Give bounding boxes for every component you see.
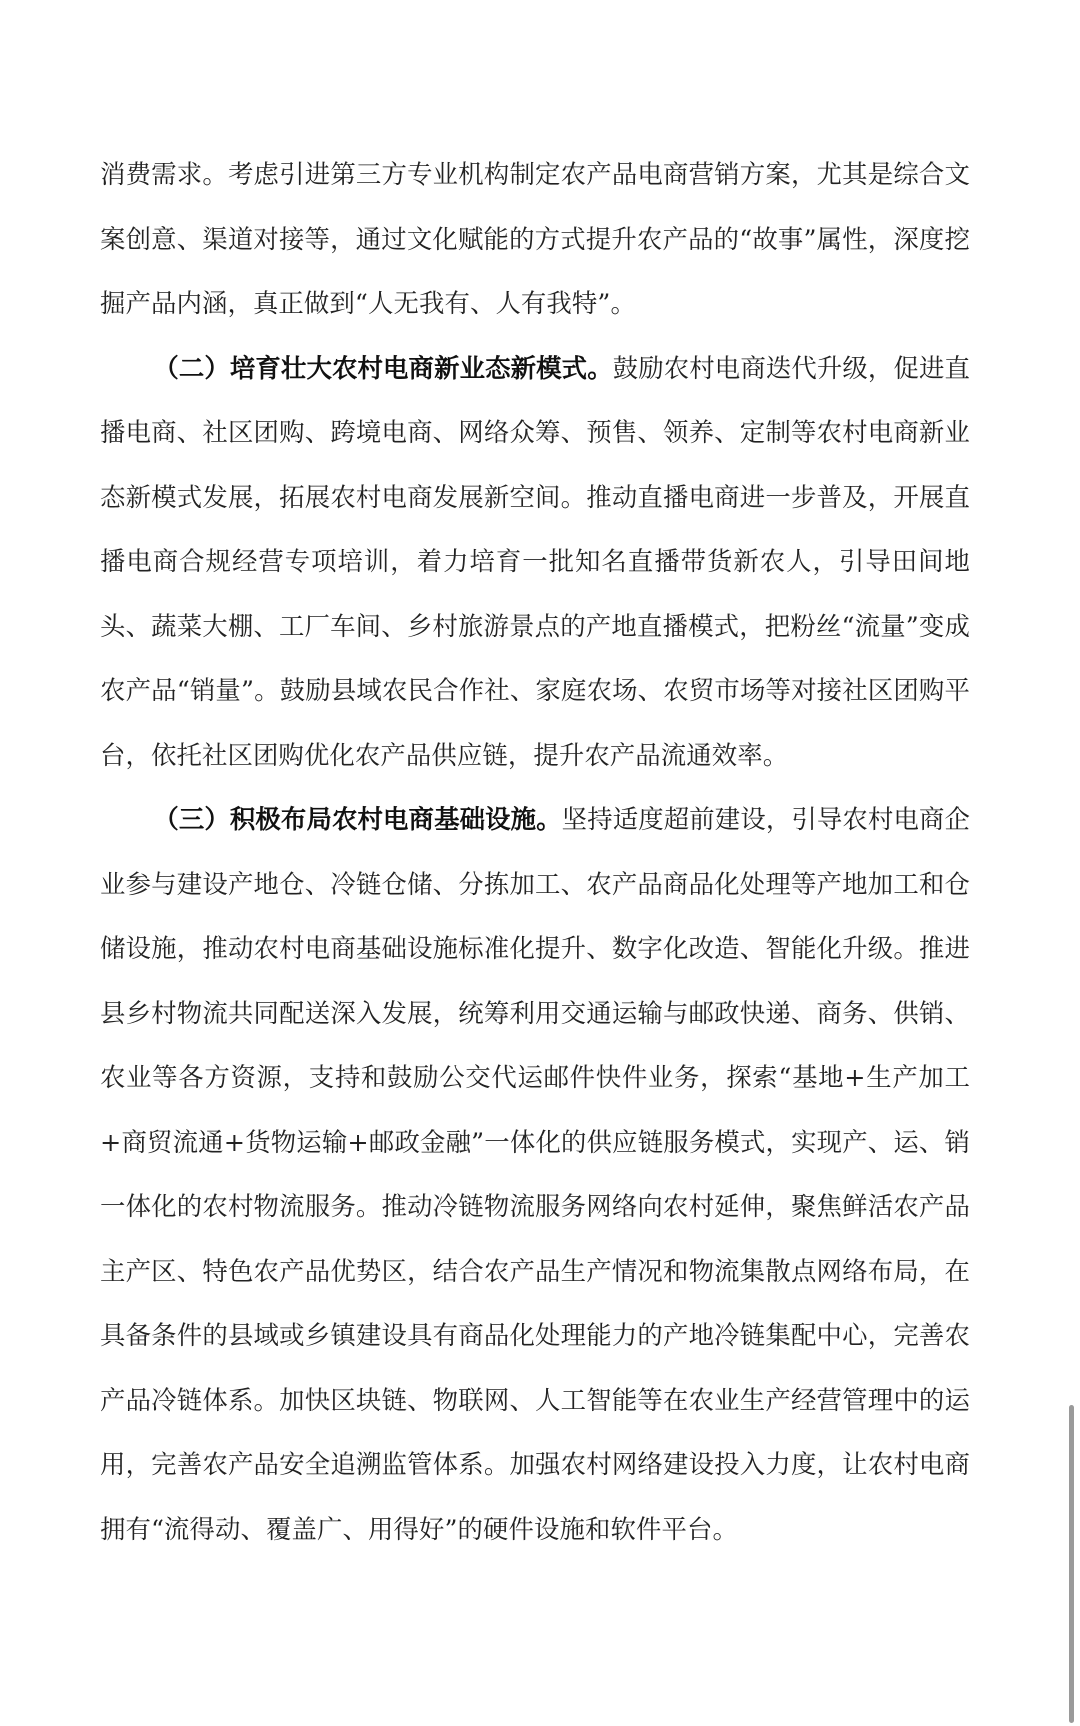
paragraph-text: 消费需求。考虑引进第三方专业机构制定农产品电商营销方案，尤其是综合文案创意、渠道对接等，通过文化赋能的方式提升农产品的“故事”属性，深度挖掘产品内涵，真正做到“人无我有、人有我特”。 [100, 159, 970, 318]
paragraph-continued [100, 142, 970, 336]
paragraph-section-2 [100, 336, 970, 788]
paragraph-text: 坚持适度超前建设，引导农村电商企业参与建设产地仓、冷链仓储、分拣加工、农产品商品化处理等产地加工和仓储设施，推动农村电商基础设施标准化提升、数字化改造、智能化升级。推进县乡村物流共同配送深入发展，统筹利用交通运输与邮政快递、商务、供销、农业等各方资源，支持和鼓励公交代运邮件快件业务，探索“基地+生产加工+商贸流通+货物运输+邮政金融”一体化的供应链服务模式，实现产、运、销一体化的农村物流服务。推动冷链物流服务网络向农村延伸，聚焦鲜活农产品主产区、特色农产品优势区，结合农产品生产情况和物流集散点网络布局，在具备条件的县域或乡镇建设具有商品化处理能力的产地冷链集配中心，完善农产品冷链体系。加快区块链、物联网、人工智能等在农业生产经营管理中的运用，完善农产品安全追溯监管体系。加强农村网络建设投入力度，让农村电商拥有“流得动、覆盖广、用得好”的硬件设施和软件平台。 [100, 804, 970, 1544]
paragraph-text: 鼓励农村电商迭代升级，促进直播电商、社区团购、跨境电商、网络众筹、预售、领养、定制等农村电商新业态新模式发展，拓展农村电商发展新空间。推动直播电商进一步普及，开展直播电商合规经营专项培训，着力培育一批知名直播带货新农人，引导田间地头、蔬菜大棚、工厂车间、乡村旅游景点的产地直播模式，把粉丝“流量”变成农产品“销量”。鼓励县域农民合作社、家庭农场、农贸市场等对接社区团购平台，依托社区团购优化农产品供应链，提升农产品流通效率。 [100, 352, 970, 770]
document-body [100, 142, 970, 1561]
section-heading-2: （二）培育壮大农村电商新业态新模式。 [153, 352, 613, 383]
scrollbar-thumb[interactable] [1069, 1405, 1074, 1723]
paragraph-section-3 [100, 787, 970, 1561]
section-heading-3: （三）积极布局农村电商基础设施。 [153, 804, 562, 834]
vertical-scrollbar[interactable] [1064, 0, 1080, 1726]
